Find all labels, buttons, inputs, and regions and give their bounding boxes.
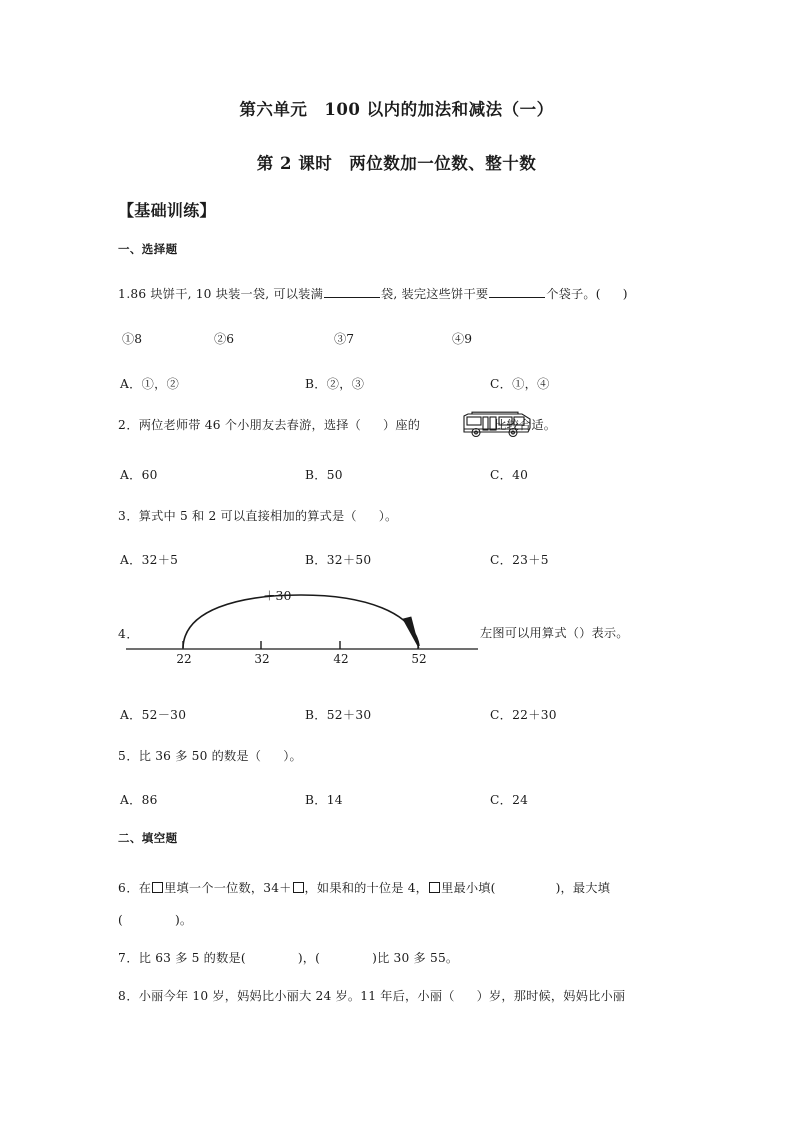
question-7-text-c: )比 30 多 55。	[372, 951, 459, 965]
question-6-text-e: )，最大填	[555, 881, 611, 895]
question-2-number: 2	[118, 418, 127, 432]
circled-choice-4-value: 9	[464, 332, 472, 346]
number-line-jump-arc	[183, 595, 419, 648]
question-3-option-c[interactable]: C．23＋5	[490, 553, 549, 567]
question-4-option-a[interactable]: A．52－30	[120, 708, 187, 722]
question-1-text-a: .86 块饼干, 10 块装一袋, 可以装满	[126, 287, 323, 301]
question-1-option-a[interactable]: A．①，②	[120, 377, 180, 391]
question-6-box-2[interactable]	[293, 882, 304, 893]
question-4-options	[0, 706, 793, 724]
question-6-text-c: ，如果和的十位是 4，	[304, 881, 429, 895]
question-5-text-b: ）。	[283, 749, 302, 763]
question-2-text-a: ．两位老师带 46 个小朋友去春游，选择（	[126, 418, 362, 432]
number-line-arrowhead	[403, 617, 419, 648]
question-1-text-b: 袋, 装完这些饼干要	[380, 287, 489, 301]
question-2-option-c[interactable]: C．40	[490, 468, 529, 482]
question-3-text-a: ．算式中 5 和 2 可以直接相加的算式是（	[126, 509, 357, 523]
question-5-text-a: ．比 36 多 50 的数是（	[126, 749, 262, 763]
question-5-options	[0, 791, 793, 809]
question-6-text-line-1	[118, 880, 610, 896]
question-3-options	[0, 551, 793, 569]
question-4-right-text: 左图可以用算式（）表示。	[480, 626, 629, 640]
question-4-option-c[interactable]: C．22＋30	[490, 708, 557, 722]
circled-choice-1-value: 8	[134, 332, 142, 346]
question-8-text	[118, 988, 625, 1004]
question-6-box-3[interactable]	[429, 882, 440, 893]
question-8-text-b: ）岁，那时候，妈妈比小丽	[476, 989, 626, 1003]
basic-training-heading: 【基础训练】	[118, 201, 216, 220]
circled-choice-2-value: 6	[226, 332, 234, 346]
question-4-number-text: 4	[118, 627, 127, 641]
question-4-text-a: ．	[126, 627, 140, 641]
question-5-text	[118, 748, 302, 764]
part-two-heading: 二、填空题	[118, 831, 178, 845]
circled-choice-2-mark: ②	[214, 332, 227, 346]
question-1-blank-1[interactable]	[324, 284, 380, 298]
question-8-text-a: ．小丽今年 10 岁，妈妈比小丽大 24 岁。11 年后，小丽（	[126, 989, 455, 1003]
question-6-number: 6	[118, 881, 127, 895]
question-5-number: 5	[118, 749, 127, 763]
question-2-option-a[interactable]: A．60	[120, 468, 158, 482]
number-line-label-52: 52	[411, 652, 427, 666]
question-4-option-b[interactable]: B．52＋30	[305, 708, 372, 722]
question-6-line2-open: (	[118, 913, 123, 927]
question-3-text-b: ）。	[378, 509, 398, 523]
question-1-text-d: )	[622, 287, 628, 301]
question-3-text	[118, 508, 397, 524]
circled-choice-4-mark: ④	[452, 332, 465, 346]
part-one-heading: 一、选择题	[118, 242, 178, 256]
question-3-option-a[interactable]: A．32＋5	[120, 553, 179, 567]
circled-choice-1-mark: ①	[122, 332, 135, 346]
question-3-number: 3	[118, 509, 127, 523]
question-6-text-d: 里最小填(	[441, 881, 496, 895]
circled-choice-3-mark: ③	[334, 332, 347, 346]
question-1-option-b[interactable]: B．②，③	[305, 377, 365, 391]
question-6-text-line-2	[118, 912, 192, 928]
question-3-option-b[interactable]: B．32＋50	[305, 553, 372, 567]
bus-icon	[462, 410, 534, 440]
unit-title: 第六单元 100 以内的加法和减法（一）	[239, 100, 554, 119]
question-5-option-a[interactable]: A．86	[120, 793, 158, 807]
circled-choice-1[interactable]	[122, 330, 142, 347]
question-6-box-1[interactable]	[152, 882, 163, 893]
question-7-number: 7	[118, 951, 127, 965]
question-1-blank-2[interactable]	[489, 284, 545, 298]
number-line-label-32: 32	[254, 652, 270, 666]
number-line-arc-label: ＋30	[263, 588, 292, 603]
question-6-text-a: ．在	[126, 881, 152, 895]
question-1-text-c: 个袋子。(	[546, 287, 601, 301]
circled-choice-3[interactable]	[334, 330, 354, 347]
number-line-label-22: 22	[176, 652, 192, 666]
question-2-text-c: 比较合适。	[494, 418, 557, 432]
question-2-option-b[interactable]: B．50	[305, 468, 343, 482]
question-1-number: 1	[118, 287, 127, 301]
question-7-text	[118, 950, 458, 966]
number-line-label-42: 42	[333, 652, 349, 666]
question-1-options	[0, 375, 793, 393]
lesson-title: 第 2 课时 两位数加一位数、整十数	[256, 154, 537, 173]
number-line-svg	[118, 586, 488, 656]
circled-choice-4[interactable]	[452, 330, 472, 347]
question-6-line2-close: )。	[174, 913, 193, 927]
question-7-text-b: )，(	[297, 951, 321, 965]
question-8-number: 8	[118, 989, 127, 1003]
circled-choice-3-value: 7	[346, 332, 354, 346]
question-5-option-c[interactable]: C．24	[490, 793, 529, 807]
question-1-option-c[interactable]: C．①，④	[490, 377, 550, 391]
question-2-options	[0, 466, 793, 484]
question-6-text-b: 里填一个一位数，34＋	[164, 881, 292, 895]
question-2-text-b: ）座的	[383, 418, 421, 432]
question-5-option-b[interactable]: B．14	[305, 793, 343, 807]
question-1-circled-choices	[0, 330, 793, 348]
number-line-figure	[118, 586, 488, 674]
question-1-text	[118, 284, 628, 302]
circled-choice-2[interactable]	[214, 330, 234, 347]
question-7-text-a: ．比 63 多 5 的数是(	[126, 951, 246, 965]
